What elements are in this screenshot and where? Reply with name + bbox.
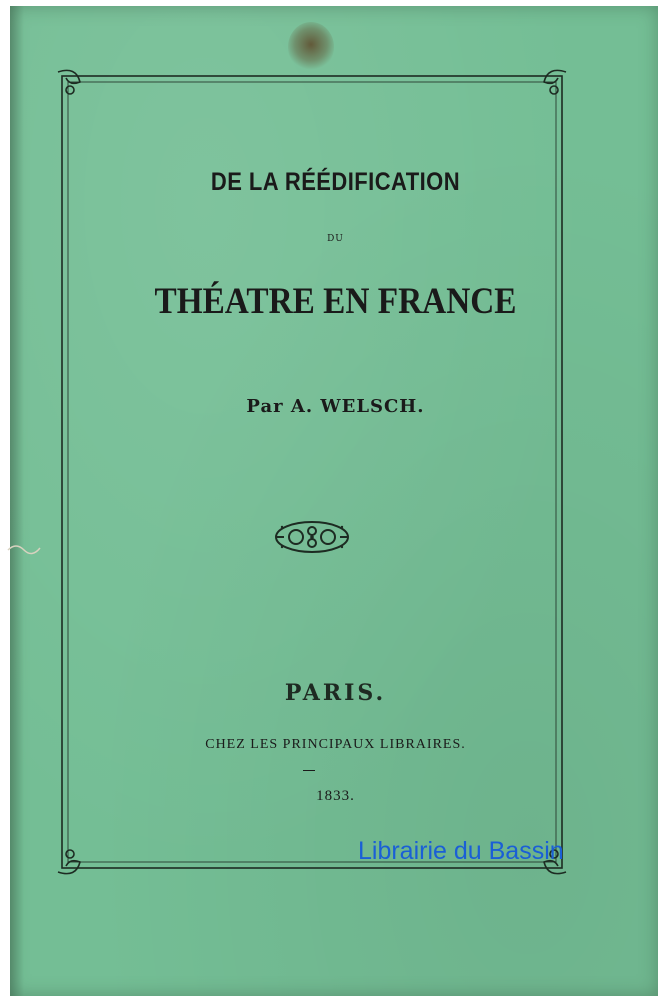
cover-title-connector: DU (327, 234, 344, 244)
seller-watermark: Librairie du Bassin (358, 837, 564, 865)
binding-thread (6, 542, 44, 556)
cover-title-line-1: DE LA RÉÉDIFICATION (210, 168, 461, 196)
separator-dash (303, 770, 315, 771)
cover-publisher: CHEZ LES PRINCIPAUX LIBRAIRES. (205, 737, 466, 752)
cover-year: 1833. (316, 788, 355, 804)
ornament-dots (281, 526, 343, 548)
cover-city: PARIS. (284, 680, 387, 706)
cover-title-line-2: THÉATRE EN FRANCE (154, 281, 517, 322)
cover-author: Par A. WELSCH. (246, 396, 425, 417)
